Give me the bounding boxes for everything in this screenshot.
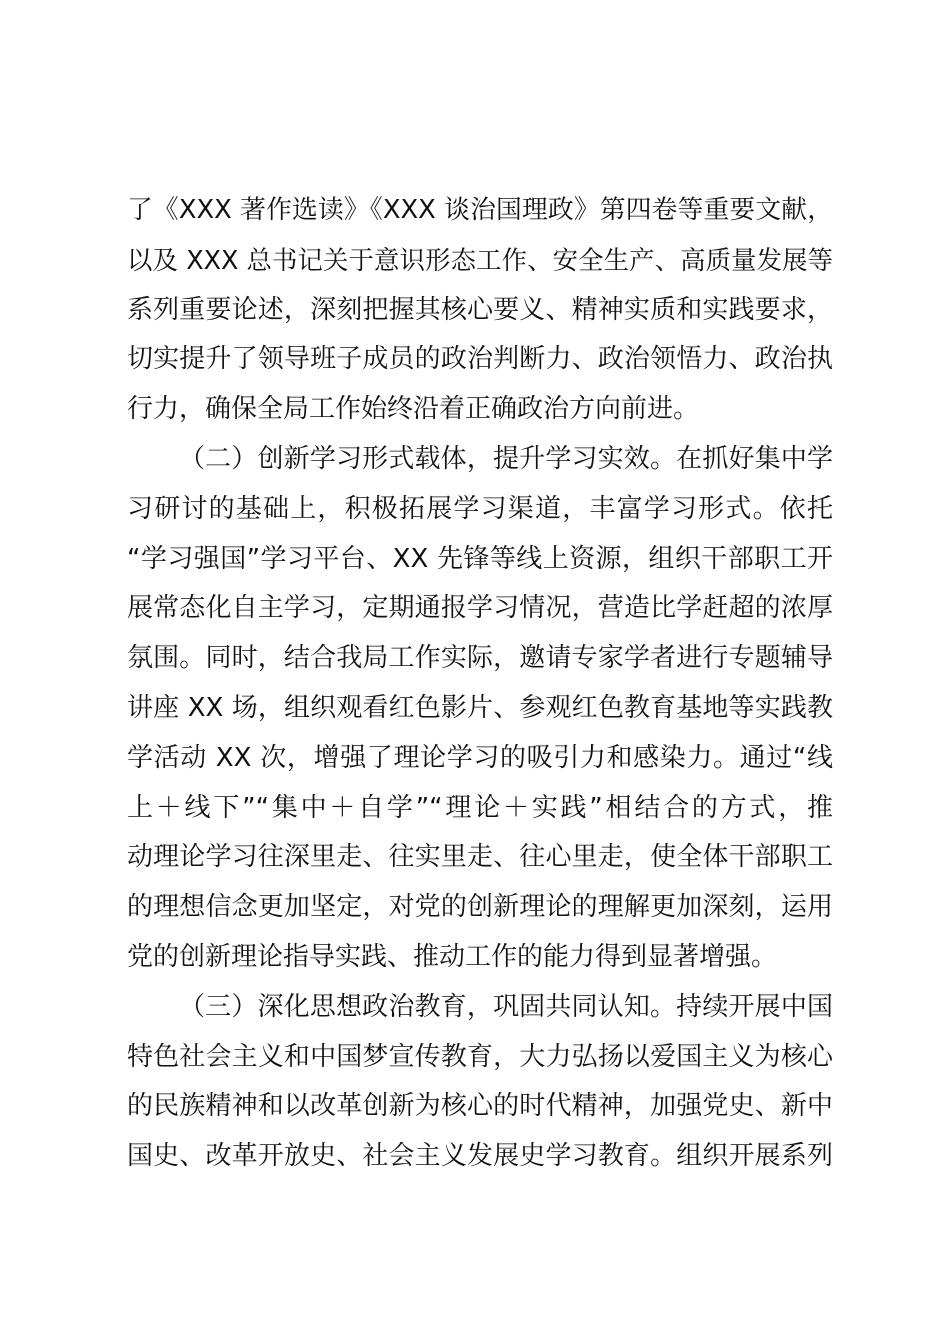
paragraph-heading-line: （二）创新学习形式载体，提升学习实效。在抓好集中学 bbox=[179, 443, 833, 474]
text-line: 的民族精神和以改革创新为核心的时代精神，加强党史、新中 bbox=[127, 1091, 833, 1122]
text-line: 讲座 XX 场，组织观看红色影片、参观红色教育基地等实践教 bbox=[127, 692, 833, 723]
text-line: 特色社会主义和中国梦宣传教育，大力弘扬以爱国主义为核心 bbox=[127, 1041, 833, 1072]
text-line: 了《XXX 著作选读》《XXX 谈治国理政》第四卷等重要文献， bbox=[127, 195, 833, 225]
text-line: 党的创新理论指导实践、推动工作的能力得到显著增强。 bbox=[127, 941, 778, 972]
text-line: 行力，确保全局工作始终沿着正确政治方向前进。 bbox=[127, 394, 700, 425]
text-line: 切实提升了领导班子成员的政治判断力、政治领悟力、政治执 bbox=[127, 344, 833, 375]
text-line: 学活动 XX 次，增强了理论学习的吸引力和感染力。通过“线 bbox=[127, 742, 833, 773]
text-line: “学习强国”学习平台、XX 先锋等线上资源，组织干部职工开 bbox=[127, 543, 833, 574]
text-line: 以及 XXX 总书记关于意识形态工作、安全生产、高质量发展等 bbox=[127, 244, 833, 275]
text-line: 的理想信念更加坚定，对党的创新理论的理解更加深刻，运用 bbox=[127, 892, 833, 923]
paragraph-heading-line: （三）深化思想政治教育，巩固共同认知。持续开展中国 bbox=[179, 991, 833, 1022]
text-line: 氛围。同时，结合我局工作实际，邀请专家学者进行专题辅导 bbox=[127, 643, 833, 674]
text-line: 系列重要论述，深刻把握其核心要义、精神实质和实践要求， bbox=[127, 294, 833, 325]
document-body bbox=[127, 186, 833, 1182]
text-line: 国史、改革开放史、社会主义发展史学习教育。组织开展系列 bbox=[127, 1141, 833, 1172]
text-line: 习研讨的基础上，积极拓展学习渠道，丰富学习形式。依托 bbox=[127, 493, 833, 524]
text-line: 动理论学习往深里走、往实里走、往心里走，使全体干部职工 bbox=[127, 842, 833, 873]
text-line: 展常态化自主学习，定期通报学习情况，营造比学赶超的浓厚 bbox=[127, 593, 833, 624]
text-line: 上＋线下”“集中＋自学”“理论＋实践”相结合的方式，推 bbox=[127, 792, 833, 823]
